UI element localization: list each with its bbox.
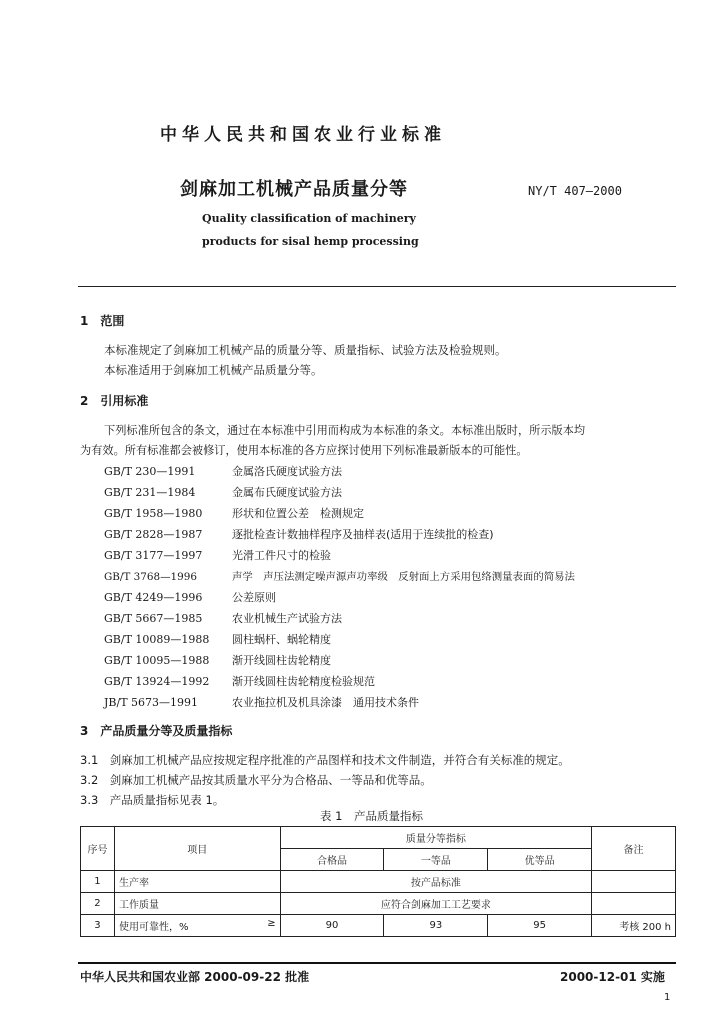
col-header-superior: 优等品	[488, 849, 592, 871]
section-1-heading: 1 范围	[80, 314, 125, 328]
reference-item: GB/T 1958—1980 形状和位置公差 检测规定	[104, 507, 364, 520]
quality-index-table	[80, 826, 676, 937]
section-1-paragraph-2: 本标准适用于剑麻加工机械产品质量分等。	[104, 363, 323, 377]
reference-item: GB/T 231—1984 金属布氏硬度试验方法	[104, 486, 342, 499]
col-header-no: 序号	[81, 827, 115, 871]
reference-item: GB/T 230—1991 金属洛氏硬度试验方法	[104, 465, 342, 478]
document-title: 剑麻加工机械产品质量分等	[180, 179, 408, 200]
effective-date: 2000-12-01 实施	[560, 970, 665, 984]
issuer-approval: 中华人民共和国农业部 2000-09-22 批准	[80, 970, 310, 984]
footer-divider	[78, 962, 676, 964]
reference-item: GB/T 4249—1996 公差原则	[104, 591, 276, 604]
cell-item: 生产率	[114, 871, 280, 893]
reference-item: GB/T 5667—1985 农业机械生产试验方法	[104, 612, 342, 625]
item-label: 使用可靠性，%	[118, 922, 189, 933]
clause-3-1: 3.1 剑麻加工机械产品应按规定程序批准的产品图样和技术文件制造，并符合有关标准的规定。	[80, 753, 570, 767]
cell-first-grade: 93	[384, 915, 488, 937]
cell-qualified: 90	[280, 915, 384, 937]
reference-item: GB/T 2828—1987 逐批检查计数抽样程序及抽样表(适用于连续批的检查)	[104, 528, 494, 541]
clause-3-2: 3.2 剑麻加工机械产品按其质量水平分为合格品、一等品和优等品。	[80, 773, 432, 787]
table-header-row	[81, 827, 676, 849]
cell-merged-index: 按产品标准	[280, 871, 591, 893]
clause-3-3: 3.3 产品质量指标见表 1。	[80, 793, 225, 807]
section-2-paragraph-2: 为有效。所有标准都会被修订，使用本标准的各方应探讨使用下列标准最新版本的可能性。	[80, 444, 528, 457]
reference-item: GB/T 13924—1992 渐开线圆柱齿轮精度检验规范	[104, 675, 375, 688]
section-2-paragraph-1: 下列标准所包含的条文，通过在本标准中引用而构成为本标准的条文。本标准出版时，所示版本均	[104, 424, 586, 437]
standard-category-title: 中华人民共和国农业行业标准	[160, 125, 446, 145]
cell-no: 1	[81, 871, 115, 893]
english-title-line1: Quality classification of machinery	[202, 212, 416, 225]
cell-item: 工作质量	[114, 893, 280, 915]
header-divider	[78, 286, 676, 287]
table-row	[81, 893, 676, 915]
col-header-remark: 备注	[592, 827, 676, 871]
reference-item: JB/T 5673—1991 农业拖拉机及机具涂漆 通用技术条件	[104, 696, 419, 709]
col-header-first-grade: 一等品	[384, 849, 488, 871]
cell-remark: 考核 200 h	[592, 915, 676, 937]
page-number: 1	[664, 992, 671, 1003]
table-row	[81, 871, 676, 893]
operator-symbol: ≥	[267, 918, 276, 929]
section-2-heading: 2 引用标准	[80, 394, 149, 408]
cell-no: 2	[81, 893, 115, 915]
col-header-qualified: 合格品	[280, 849, 384, 871]
reference-item: GB/T 3177—1997 光滑工件尺寸的检验	[104, 549, 331, 562]
english-title-line2: products for sisal hemp processing	[202, 235, 419, 248]
section-3-heading: 3 产品质量分等及质量指标	[80, 724, 233, 738]
cell-item	[114, 915, 280, 937]
col-header-grade-group: 质量分等指标	[280, 827, 591, 849]
standard-number: NY/T 407—2000	[528, 184, 622, 198]
cell-remark	[592, 893, 676, 915]
cell-no: 3	[81, 915, 115, 937]
table-caption: 表 1 产品质量指标	[320, 809, 423, 823]
table-row	[81, 915, 676, 937]
reference-item: GB/T 10095—1988 渐开线圆柱齿轮精度	[104, 654, 331, 667]
cell-merged-index: 应符合剑麻加工工艺要求	[280, 893, 591, 915]
col-header-item: 项目	[114, 827, 280, 871]
cell-superior: 95	[488, 915, 592, 937]
section-1-paragraph-1: 本标准规定了剑麻加工机械产品的质量分等、质量指标、试验方法及检验规则。	[104, 343, 507, 357]
cell-remark	[592, 871, 676, 893]
reference-item: GB/T 10089—1988 圆柱蜗杆、蜗轮精度	[104, 633, 331, 646]
reference-item: GB/T 3768—1996 声学 声压法测定噪声源声功率级 反射面上方采用包络测量表面的简易法	[104, 571, 575, 583]
